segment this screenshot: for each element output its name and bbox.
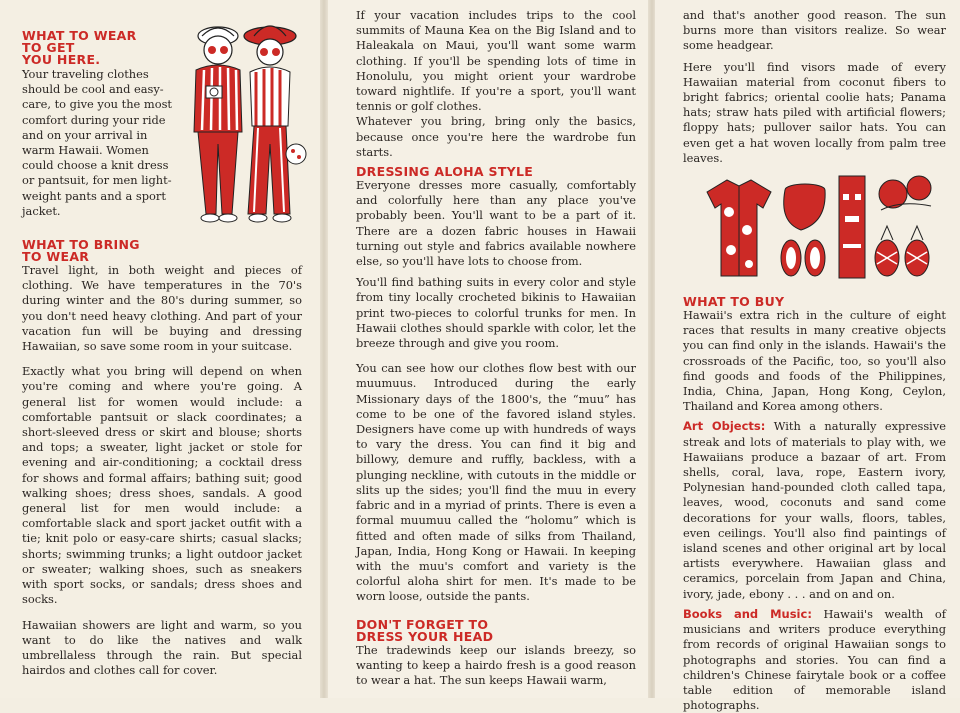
fold-line-1 [320,0,328,698]
heading-dress-your-head: DON'T FORGET TO DRESS YOUR HEAD [356,616,494,644]
tourist-couple-illustration [178,14,306,232]
paragraph-culture: Hawaii's extra rich in the culture of eight races that results in many creative objects you can find only in the islands. Hawaii's the crossroads of the Pacific, too, so you'll also find goods and foods of the Philippines, India, China, Japan, Hong Kong, Ceylon, Thailand and Korea among others. [683,308,946,414]
paragraph-sun-burns: and that's another good reason. The sun burns more than visitors realize. So wear some headgear. [683,8,946,53]
heading-what-to-wear: WHAT TO WEAR TO GET YOU HERE. [22,28,137,67]
paragraph-art-objects [683,419,946,601]
lead-books-music: Books and Music: [683,606,812,621]
paragraph-travel-clothes: Your traveling clothes should be cool and easy-care, to give you the most comfort during your ride and on your arrival in warm Hawaii. Women could choose a knit dress or pantsuit, for men light-weight pants and a sport jacket. [22,67,172,218]
lead-art-objects: Art Objects: [683,419,766,434]
paragraph-casual: Everyone dresses more casually, comfortably and colorfully here than any place you've probably been. You'll want to be a part of it. There are a dozen fabric houses in Hawaii turning out style and fabrics available nowhere else, so you'll have lots to choose from. [356,178,636,269]
art-objects-text: With a naturally expressive streak and lots of materials to play with, we Hawaiians produce a bazaar of art. From shells, coral, lava, rope, Eastern ivory, Polynesian hand-pounded cloth called tapa, leaves, wood, coconuts and sand come decorations for your walls, floors, tables, even ceilings. You'll also find paintings of island scenes and other original art by local artists everywhere. Hawaiian glass and ceramics, porcelain from Japan and China, ivory, jade, ebony . . . and on and on. [683,419,946,601]
heading-what-to-buy: WHAT TO BUY [683,294,785,310]
paragraph-visors: Here you'll find visors made of every Hawaiian material from coconut fibers to bright fabrics; oriental coolie hats; Panama hats; straw hats piled with artificial flowers; floppy hats; pullover sailor hats. You can even get a hat woven locally from palm tree leaves. [683,59,946,165]
heading-dressing-aloha: DRESSING ALOHA STYLE [356,164,534,180]
panel-middle [328,0,648,698]
panel-left [0,0,320,698]
paragraph-cool-summits: If your vacation includes trips to the cool summits of Mauna Kea on the Big Island and to Haleakala on Maui, you'll want some warm clothing. If you'll be spending lots of time in Honolulu, you might orient your wardrobe toward nightlife. If you're a sport, you'll want tennis or golf clothes. [356,8,636,114]
paragraph-travel-light: Travel light, in both weight and pieces of clothing. We have temperatures in the 70's during winter and the 80's during summer, so you don't need heavy clothing. And part of your vacation fun will be buying and dressing Hawaiian, so save some room in your suitcase. [22,263,302,354]
paragraph-packing-list: Exactly what you bring will depend on when you're coming and where you're going. A general list for women would include: a comfortable pantsuit or slack coordinates; a short-sleeved dress or skirt and blouse; shorts and tops; a sweater, light jacket or stole for evening and air-conditioning; a cocktail dress for shows and formal affairs; bathing suit; good walking shoes; dress shoes, sandals. A good general list for men would include: a comfortable slack and sport jacket outfit with a tie; knit polo or easy-care shirts; casual slacks; shorts; swimming trunks; a light outdoor jacket or sweater; walking shoes, such as sneakers with sport socks, or sandals; dress shoes and socks. [22,364,302,607]
paragraph-books-music [683,607,946,713]
paragraph-muumuus: You can see how our clothes flow best with our muumuus. Introduced during the early Missionary days of the 1800's, the “muu” has come to be one of the favored island styles. Designers have come up with hundreds of ways to vary the dress. You can find it big and billowy, demure and ruffly, backless, with a plunging neckline, with cutouts in the middle or slits up the sides; you'll find the muu in every fabric and in a myriad of prints. There is even a formal muumuu called the “holomu” which is fitted and often made of silks from Thailand, Japan, India, Hong Kong or Hawaii. In keeping with the muu's comfort and variety is the colorful aloha shirt for men. It's made to be worn loose, outside the pants. [356,361,636,604]
paragraph-tradewinds: The tradewinds keep our islands breezy, so wanting to keep a hairdo fresh is a good reason to wear a hat. The sun keeps Hawaii warm, [356,642,636,687]
panel-right [655,0,960,713]
paragraph-basics: Whatever you bring, bring only the basics, because once you're here the wardrobe fun starts. [356,114,636,159]
books-music-text: Hawaii's wealth of musicians and writers produce everything from records of original Hawaiian songs to photographs and stories. You can find a children's Chinese fairytale book or a coffee table edition of memorable island photographs. [683,606,946,713]
paragraph-bathing-suits: You'll find bathing suits in every color and style from tiny locally crocheted bikinis to Hawaiian print two-pieces to colorful trunks for men. In Hawaii clothes should sparkle with color, let the breeze through and give you room. [356,275,636,351]
paragraph-showers: Hawaiian showers are light and warm, so you want to do like the natives and walk umbrellaless through the rain. But special hairdos and clothes call for cover. [22,617,302,678]
hawaiian-goods-illustration [705,172,945,284]
heading-what-to-bring: WHAT TO BRING TO WEAR [22,237,140,265]
